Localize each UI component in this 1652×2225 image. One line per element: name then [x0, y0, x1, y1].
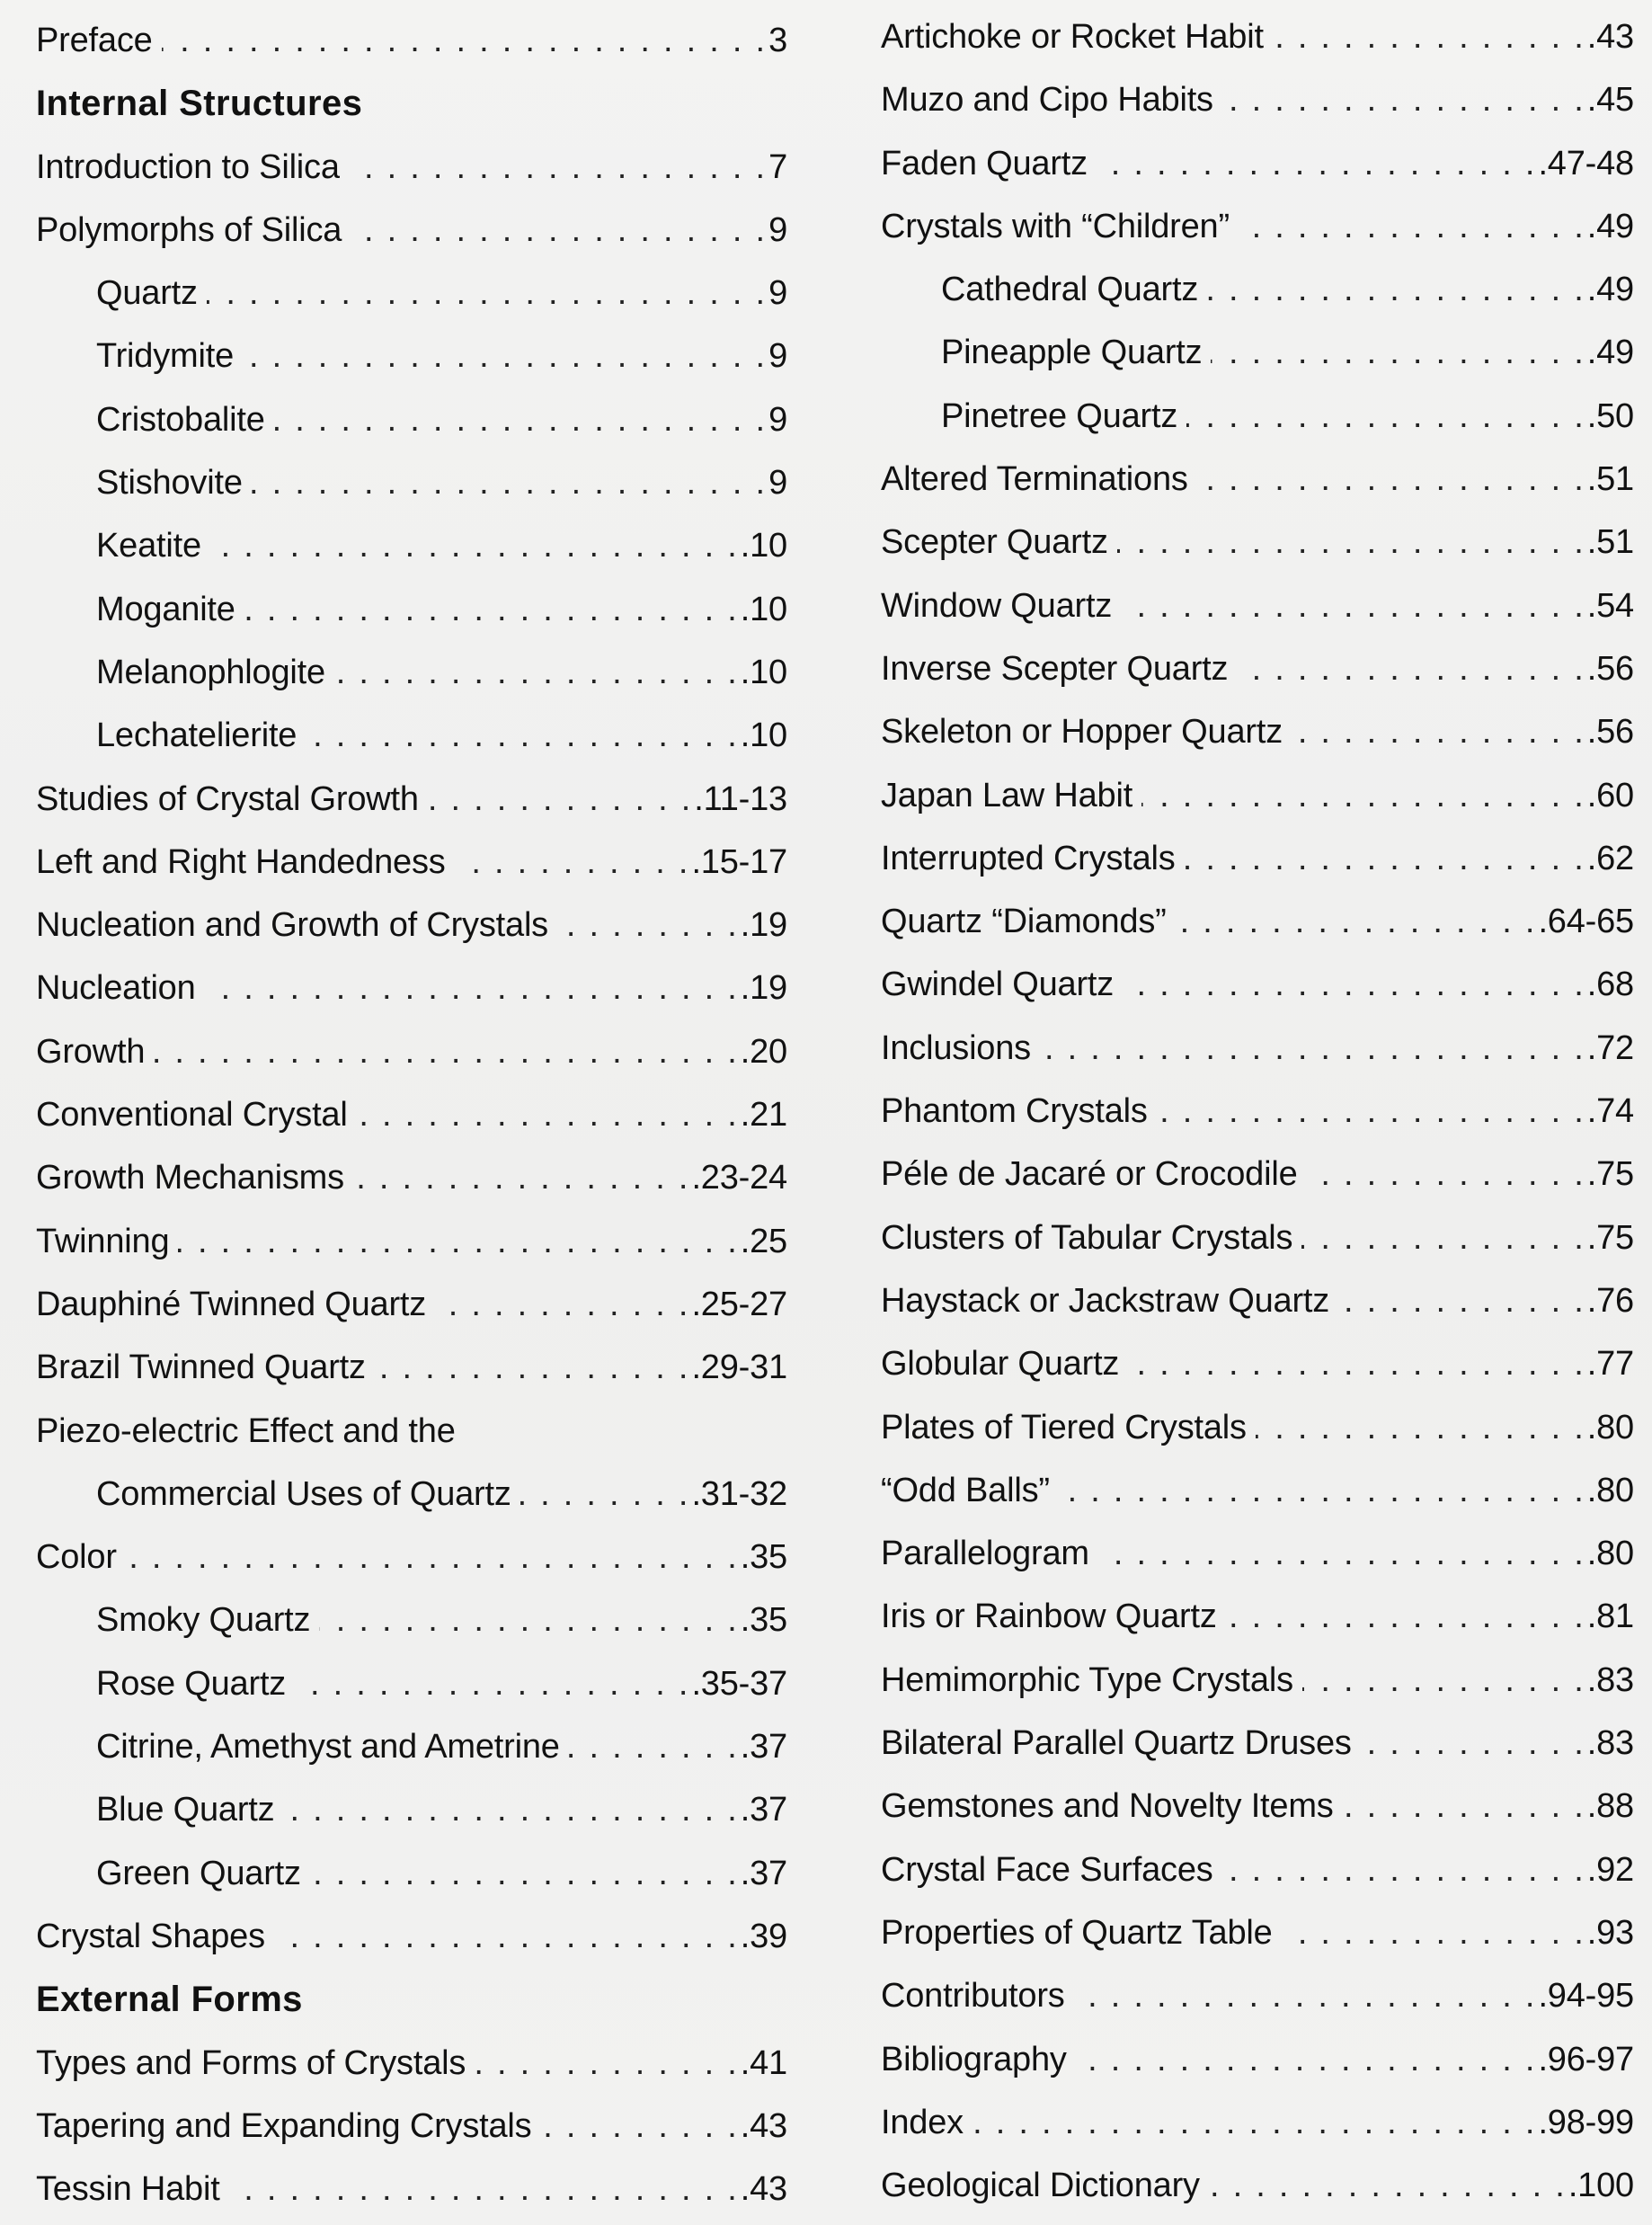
toc-entry-title: Stishovite: [96, 464, 243, 503]
toc-entry[interactable]: [881, 700, 1634, 763]
toc-entry-title: “Odd Balls”: [881, 1471, 1050, 1509]
toc-entry-page: .41: [740, 2043, 787, 2082]
toc-entry-page: .76: [1586, 1281, 1634, 1320]
toc-subentry[interactable]: [881, 385, 1634, 448]
toc-entry-title: Moganite: [96, 590, 235, 628]
toc-entry-title: Tapering and Expanding Crystals: [36, 2106, 532, 2145]
toc-entry-title: Gemstones and Novelty Items: [881, 1787, 1334, 1826]
toc-entry-page: .43: [740, 2170, 787, 2209]
toc-entry-page: .54: [1586, 586, 1634, 625]
toc-entry[interactable]: [36, 2032, 787, 2095]
toc-entry-title: Pinetree Quartz: [941, 396, 1178, 435]
dot-leader: [1282, 1901, 1584, 1964]
toc-entry[interactable]: [881, 1522, 1634, 1585]
toc-entry-page: .47-48: [1538, 144, 1634, 182]
toc-entry[interactable]: [36, 1526, 787, 1589]
toc-entry-title: Conventional Crystal: [36, 1096, 348, 1135]
dot-leader: [1123, 953, 1584, 1016]
toc-entry-title: Globular Quartz: [881, 1345, 1120, 1384]
toc-entry-page: 9: [768, 337, 787, 376]
toc-entry-page: .31-32: [691, 1474, 787, 1513]
toc-entry[interactable]: [881, 764, 1634, 827]
toc-entry-page: .43: [740, 2106, 787, 2145]
toc-entry[interactable]: [881, 637, 1634, 700]
toc-entry[interactable]: [881, 1838, 1634, 1901]
toc-entry-page: .35: [740, 1601, 787, 1640]
dot-leader: [1301, 1206, 1583, 1269]
toc-entry[interactable]: [881, 68, 1634, 131]
toc-entry-page: .75: [1586, 1155, 1634, 1194]
toc-entry[interactable]: [36, 1905, 787, 1968]
dot-leader: [310, 1842, 737, 1905]
toc-entry[interactable]: [881, 2028, 1634, 2091]
toc-entry-page: .49: [1586, 207, 1634, 245]
toc-entry-title: Polymorphs of Silica: [36, 210, 342, 249]
toc-subentry[interactable]: [36, 451, 787, 514]
toc-entry[interactable]: [36, 2095, 787, 2158]
toc-entry[interactable]: [36, 1336, 787, 1399]
toc-entry-page: .49: [1586, 334, 1634, 372]
toc-entry-title: Hemimorphic Type Crystals: [881, 1660, 1293, 1699]
toc-entry-title: Commercial Uses of Quartz: [96, 1474, 511, 1513]
toc-entry-title: Twinning: [36, 1222, 170, 1260]
toc-entry-page: .81: [1586, 1598, 1634, 1636]
dot-leader: [1273, 5, 1584, 68]
toc-entry[interactable]: [36, 768, 787, 831]
toc-entry-title: Citrine, Amethyst and Ametrine: [96, 1728, 560, 1767]
toc-entry-page: .100: [1568, 2167, 1634, 2205]
toc-entry-title: Brazil Twinned Quartz: [36, 1348, 366, 1387]
dot-leader: [1176, 890, 1535, 953]
toc-entry-title: Crystal Face Surfaces: [881, 1850, 1213, 1889]
section-heading: [36, 72, 787, 135]
toc-entry[interactable]: [881, 827, 1634, 890]
dot-leader: [1121, 574, 1584, 637]
dot-leader: [569, 1715, 737, 1778]
toc-entry-title: Haystack or Jackstraw Quartz: [881, 1281, 1330, 1320]
toc-entry[interactable]: [36, 1273, 787, 1336]
toc-entry-page: .19: [740, 906, 787, 945]
toc-entry-title: Crystals with “Children”: [881, 207, 1230, 245]
toc-entry-title: Tridymite: [96, 337, 235, 376]
toc-entry-title: Dauphiné Twinned Quartz: [36, 1285, 427, 1323]
toc-entry[interactable]: [881, 1712, 1634, 1775]
toc-entry[interactable]: [36, 136, 787, 199]
toc-right-column: [881, 5, 1634, 2217]
toc-entry-page: .37: [740, 1728, 787, 1767]
toc-subentry[interactable]: [36, 325, 787, 387]
dot-leader: [1222, 68, 1584, 131]
toc-entry-page: .50: [1586, 396, 1634, 435]
toc-entry-page: .98-99: [1538, 2103, 1634, 2141]
toc-entry-page: .68: [1586, 966, 1634, 1004]
dot-leader: [455, 831, 688, 894]
toc-entry[interactable]: [881, 1459, 1634, 1522]
toc-entry-page: .20: [740, 1032, 787, 1071]
toc-entry-page: .15-17: [691, 842, 787, 881]
toc-entry-page: .56: [1586, 649, 1634, 688]
toc-entry-page: .10: [740, 590, 787, 628]
toc-entry-title: Crystal Shapes: [36, 1917, 265, 1955]
dot-leader: [295, 1652, 688, 1715]
toc-entry-title: Left and Right Handedness: [36, 842, 446, 881]
dot-leader: [1211, 321, 1583, 384]
toc-entry-title: Preface: [36, 22, 153, 59]
toc-entry-title: Phantom Crystals: [881, 1092, 1148, 1131]
toc-entry-page: .83: [1586, 1724, 1634, 1763]
toc-entry[interactable]: [36, 1146, 787, 1209]
toc-entry-title: Smoky Quartz: [96, 1601, 311, 1640]
toc-entry-page: 9: [768, 400, 787, 439]
dot-leader: [475, 2032, 737, 2095]
toc-entry-page: .75: [1586, 1218, 1634, 1257]
dot-leader: [1237, 637, 1583, 700]
toc-subentry[interactable]: [36, 1842, 787, 1905]
dot-leader: [1157, 1080, 1584, 1143]
toc-entry-title: Green Quartz: [96, 1854, 301, 1892]
dot-leader: [1307, 1143, 1584, 1206]
toc-entry[interactable]: [881, 1143, 1634, 1206]
dot-leader: [1209, 2154, 1565, 2217]
dot-leader: [243, 325, 765, 387]
dot-leader: [1302, 1649, 1584, 1712]
toc-entry-title: Pineapple Quartz: [941, 334, 1203, 372]
toc-entry-page: .49: [1586, 271, 1634, 309]
dot-leader: [1343, 1775, 1584, 1838]
toc-entry-page: .29-31: [691, 1348, 787, 1387]
toc-entry-page: .21: [740, 1096, 787, 1135]
toc-entry-title: Piezo-electric Effect and the: [36, 1411, 456, 1450]
toc-entry[interactable]: [36, 1210, 787, 1273]
toc-entry-page: 3: [768, 22, 787, 59]
section-heading-title: Internal Structures: [36, 84, 363, 124]
toc-entry-page: 9: [768, 274, 787, 313]
toc-entry[interactable]: [36, 1083, 787, 1146]
dot-leader: [210, 514, 737, 577]
toc-entry[interactable]: [881, 953, 1634, 1016]
toc-entry-title: Inverse Scepter Quartz: [881, 649, 1229, 688]
toc-entry-page: .96-97: [1538, 2040, 1634, 2078]
toc-entry[interactable]: [881, 511, 1634, 574]
dot-leader: [274, 1905, 737, 1968]
dot-leader: [154, 1020, 736, 1083]
dot-leader: [283, 1778, 736, 1841]
toc-entry[interactable]: [881, 574, 1634, 637]
toc-entry-title: Tessin Habit: [36, 2170, 220, 2209]
toc-subentry[interactable]: [36, 514, 787, 577]
dot-leader: [1226, 1585, 1584, 1648]
toc-entry-page: .10: [740, 527, 787, 565]
toc-entry-page: .94-95: [1538, 1977, 1634, 2016]
toc-entry[interactable]: [881, 195, 1634, 258]
toc-entry[interactable]: [36, 894, 787, 957]
toc-entry-title: Window Quartz: [881, 586, 1113, 625]
toc-entry[interactable]: [881, 448, 1634, 511]
toc-subentry[interactable]: [36, 578, 787, 641]
toc-entry-title: Bilateral Parallel Quartz Druses: [881, 1724, 1352, 1763]
toc-entry-title: Plates of Tiered Crystals: [881, 1408, 1247, 1446]
toc-entry-title: Clusters of Tabular Crystals: [881, 1218, 1293, 1257]
dot-leader: [435, 1273, 688, 1336]
dot-leader: [1222, 1838, 1584, 1901]
toc-entry-title: Quartz: [96, 274, 198, 313]
dot-leader: [274, 388, 765, 451]
toc-entry-page: .83: [1586, 1660, 1634, 1699]
toc-entry[interactable]: [881, 890, 1634, 953]
dot-leader: [1292, 700, 1584, 763]
toc-entry-title: Muzo and Cipo Habits: [881, 81, 1213, 120]
toc-entry-page: .60: [1586, 776, 1634, 814]
dot-leader: [1097, 132, 1534, 195]
dot-leader: [349, 136, 765, 199]
dot-leader: [557, 894, 737, 957]
toc-entry-page: .10: [740, 653, 787, 691]
dot-leader: [1361, 1712, 1584, 1775]
dot-leader: [520, 1463, 688, 1526]
toc-entry-title: Nucleation and Growth of Crystals: [36, 906, 548, 945]
toc-entry[interactable]: [36, 2158, 787, 2221]
dot-leader: [1076, 2028, 1535, 2091]
toc-entry-title: Keatite: [96, 527, 201, 565]
toc-entry-page: .77: [1586, 1345, 1634, 1384]
toc-entry-page: .93: [1586, 1913, 1634, 1952]
toc-entry-title: Gwindel Quartz: [881, 966, 1115, 1004]
section-heading-title: External Forms: [36, 1980, 303, 2020]
toc-entry-title: Interrupted Crystals: [881, 839, 1176, 877]
toc-entry-page: .64-65: [1538, 903, 1634, 941]
toc-entry[interactable]: [881, 1901, 1634, 1964]
toc-entry[interactable]: [881, 2154, 1634, 2217]
toc-entry-page: .37: [740, 1854, 787, 1892]
dot-leader: [1117, 511, 1584, 574]
toc-left-column: [36, 9, 787, 2221]
dot-leader: [1128, 1332, 1584, 1395]
toc-subentry[interactable]: [36, 1463, 787, 1526]
dot-leader: [126, 1526, 737, 1589]
dot-leader: [1197, 448, 1584, 511]
toc-entry-title: Growth Mechanisms: [36, 1159, 344, 1197]
toc-subentry[interactable]: [36, 262, 787, 325]
toc-subentry[interactable]: [36, 1589, 787, 1651]
toc-entry-title: Inclusions: [881, 1028, 1031, 1067]
dot-leader: [178, 1210, 736, 1273]
dot-leader: [375, 1336, 688, 1399]
dot-leader: [244, 578, 737, 641]
toc-entry-title: Péle de Jacaré or Crocodile: [881, 1155, 1298, 1194]
toc-entry[interactable]: [881, 2091, 1634, 2154]
dot-leader: [540, 2095, 736, 2158]
toc-entry-page: .35-37: [691, 1664, 787, 1703]
toc-entry-title: Nucleation: [36, 969, 196, 1008]
toc-entry[interactable]: [881, 1396, 1634, 1459]
toc-entry[interactable]: [881, 1080, 1634, 1143]
dot-leader: [1256, 1396, 1584, 1459]
toc-subentry[interactable]: [36, 1778, 787, 1841]
toc-entry-title: Introduction to Silica: [36, 147, 340, 186]
toc-entry-title: Japan Law Habit: [881, 776, 1133, 814]
toc-entry[interactable]: [881, 1775, 1634, 1838]
toc-entry-page: .35: [740, 1538, 787, 1577]
toc-entry-title: Cristobalite: [96, 400, 265, 439]
toc-entry[interactable]: [36, 1020, 787, 1083]
toc-entry-title: Faden Quartz: [881, 144, 1088, 182]
toc-subentry[interactable]: [36, 388, 787, 451]
toc-entry-title: Color: [36, 1538, 117, 1577]
dot-leader: [319, 1589, 736, 1651]
toc-entry-page: 7: [768, 147, 787, 186]
toc-entry-page: .88: [1586, 1787, 1634, 1826]
toc-subentry[interactable]: [36, 704, 787, 767]
dot-leader: [357, 1083, 737, 1146]
toc-entry-title: Rose Quartz: [96, 1664, 287, 1703]
toc-entry-page: 9: [768, 464, 787, 503]
toc-entry-page: .23-24: [691, 1159, 787, 1197]
dot-leader: [162, 9, 766, 72]
dot-leader: [1141, 764, 1584, 827]
toc-entry[interactable]: [881, 1206, 1634, 1269]
toc-entry-page: .80: [1586, 1535, 1634, 1573]
toc-entry-title: Index: [881, 2103, 964, 2141]
toc-entry-page: .92: [1586, 1850, 1634, 1889]
toc-entry-page: .39: [740, 1917, 787, 1955]
dot-leader: [351, 199, 765, 262]
toc-entry-page: .11-13: [694, 779, 787, 818]
toc-subentry[interactable]: [881, 258, 1634, 321]
toc-entry-title: Quartz “Diamonds”: [881, 903, 1167, 941]
toc-entry-page: .25: [740, 1222, 787, 1260]
toc-entry-title: Parallelogram: [881, 1535, 1089, 1573]
dot-leader: [1186, 385, 1584, 448]
toc-entry-title: Contributors: [881, 1977, 1065, 2016]
toc-entry-page: .43: [1586, 18, 1634, 56]
toc-entry-page: .45: [1586, 81, 1634, 120]
toc-entry-page: .51: [1586, 523, 1634, 562]
toc-entry-page: .51: [1586, 460, 1634, 499]
toc-entry[interactable]: [881, 132, 1634, 195]
toc-entry-page: 9: [768, 210, 787, 249]
toc-entry[interactable]: [36, 831, 787, 894]
toc-entry-title: Melanophlogite: [96, 653, 325, 691]
dot-leader: [252, 451, 765, 514]
dot-leader: [1207, 258, 1584, 321]
dot-leader: [334, 641, 737, 704]
dot-leader: [353, 1146, 688, 1209]
dot-leader: [973, 2091, 1534, 2154]
toc-entry-title: Properties of Quartz Table: [881, 1913, 1273, 1952]
toc-subentry[interactable]: [36, 1715, 787, 1778]
toc-entry-page: .72: [1586, 1028, 1634, 1067]
dot-leader: [1338, 1269, 1584, 1332]
toc-entry[interactable]: [36, 9, 787, 72]
toc-entry[interactable]: [881, 1269, 1634, 1332]
toc-entry[interactable]: [36, 199, 787, 262]
toc-entry-page: .37: [740, 1791, 787, 1829]
toc-entry[interactable]: [881, 5, 1634, 68]
dot-leader: [1040, 1017, 1584, 1080]
toc-subentry[interactable]: [36, 1652, 787, 1715]
dot-leader: [229, 2158, 737, 2221]
toc-entry-page: .19: [740, 969, 787, 1008]
toc-entry-title: Lechatelierite: [96, 716, 298, 755]
toc-entry-page: .62: [1586, 839, 1634, 877]
toc-entry-page: .74: [1586, 1092, 1634, 1131]
section-heading: [36, 1968, 787, 2031]
toc-entry[interactable]: [881, 1585, 1634, 1648]
dot-leader: [306, 704, 737, 767]
toc-entry-title: Artichoke or Rocket Habit: [881, 18, 1264, 56]
toc-entry-title: Iris or Rainbow Quartz: [881, 1598, 1217, 1636]
toc-entry[interactable]: [881, 1332, 1634, 1395]
dot-leader: [428, 768, 690, 831]
toc-entry-page: .25-27: [691, 1285, 787, 1323]
toc-entry-page: .80: [1586, 1471, 1634, 1509]
toc-entry-page: .10: [740, 716, 787, 755]
toc-entry-page: .80: [1586, 1408, 1634, 1446]
toc-entry-title: Types and Forms of Crystals: [36, 2043, 466, 2082]
toc-entry-title: Growth: [36, 1032, 146, 1071]
dot-leader: [1074, 1964, 1535, 2027]
toc-entry-continued[interactable]: [36, 1400, 787, 1463]
toc-entry-title: Bibliography: [881, 2040, 1067, 2078]
toc-entry-title: Cathedral Quartz: [941, 271, 1199, 309]
toc-entry-title: Blue Quartz: [96, 1791, 275, 1829]
dot-leader: [1239, 195, 1584, 258]
toc-subentry[interactable]: [36, 641, 787, 704]
dot-leader: [1185, 827, 1584, 890]
toc-entry[interactable]: [881, 1964, 1634, 2027]
toc-entry[interactable]: [881, 1649, 1634, 1712]
toc-entry-title: Geological Dictionary: [881, 2167, 1200, 2205]
dot-leader: [207, 262, 765, 325]
dot-leader: [1059, 1459, 1584, 1522]
toc-entry-title: Skeleton or Hopper Quartz: [881, 713, 1283, 752]
dot-leader: [1098, 1522, 1584, 1585]
toc-entry[interactable]: [36, 957, 787, 1019]
toc-entry[interactable]: [881, 1017, 1634, 1080]
toc-entry-title: Scepter Quartz: [881, 523, 1108, 562]
toc-entry-page: .56: [1586, 713, 1634, 752]
toc-entry-title: Altered Terminations: [881, 460, 1188, 499]
toc-subentry[interactable]: [881, 321, 1634, 384]
toc-entry-title: Studies of Crystal Growth: [36, 779, 419, 818]
dot-leader: [205, 957, 737, 1019]
